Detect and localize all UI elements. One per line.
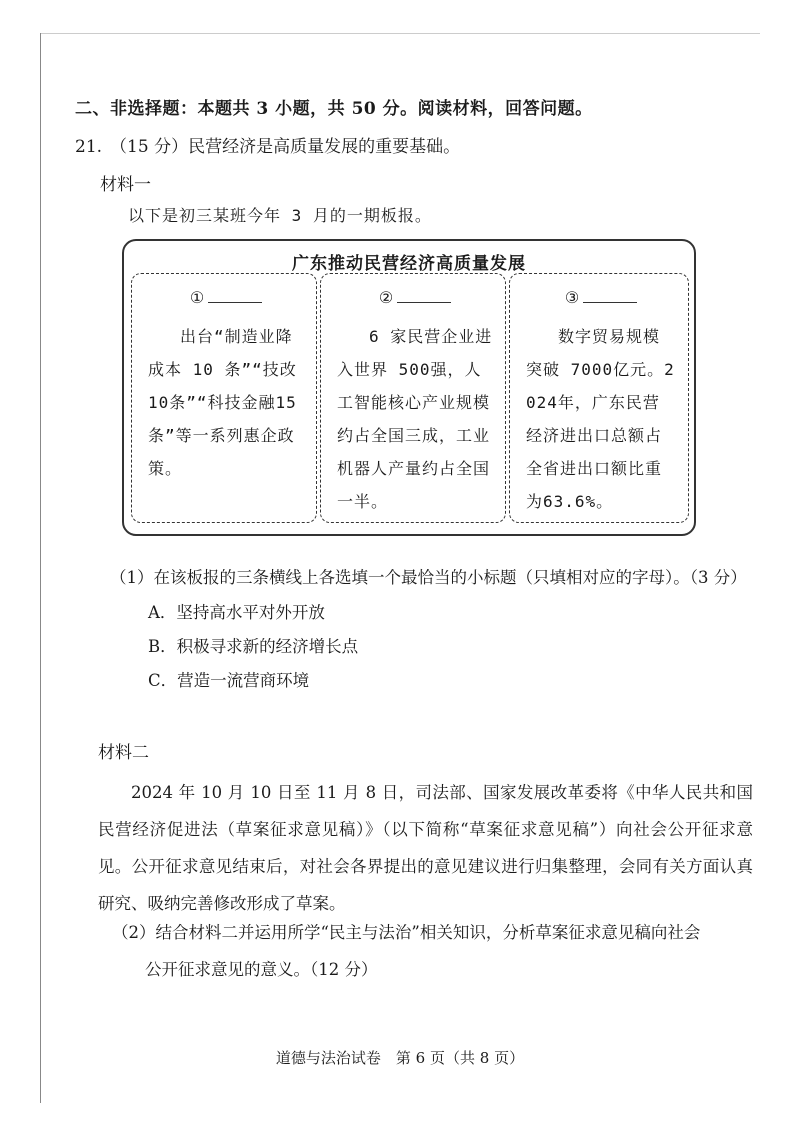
section-heading: 二、非选择题：本题共 3 小题，共 50 分。阅读材料，回答问题。 bbox=[75, 99, 593, 119]
page-top-rule bbox=[40, 33, 760, 34]
panel-2-marker: ② bbox=[378, 288, 394, 307]
material-2-label: 材料二 bbox=[98, 743, 149, 763]
material-1-intro: 以下是初三某班今年 3 月的一期板报。 bbox=[128, 206, 432, 225]
page-footer: 道德与法治试卷 第 6 页（共 8 页） bbox=[275, 1049, 525, 1067]
option-b: B．积极寻求新的经济增长点 bbox=[148, 637, 359, 656]
option-a: A．坚持高水平对外开放 bbox=[148, 603, 325, 622]
panel-1-heading bbox=[148, 288, 304, 308]
blackboard-newspaper bbox=[122, 239, 696, 536]
panel-3-marker: ③ bbox=[564, 288, 580, 307]
panel-1-marker: ① bbox=[189, 288, 205, 307]
panel-2-text: 6 家民营企业进入世界 500强，人工智能核心产业规模约占全国三成，工业机器人产量约占全国一半。 bbox=[337, 327, 493, 511]
sub-question-2-line-2: 公开征求意见的意义。（12 分） bbox=[145, 960, 378, 979]
panel-3-text: 数字贸易规模突破 7000亿元。2024年，广东民营经济进出口总额占全省进出口额比重为63.6%。 bbox=[526, 327, 675, 511]
panel-3-heading bbox=[526, 288, 676, 308]
panel-2-heading bbox=[337, 288, 493, 308]
material-1-label: 材料一 bbox=[100, 175, 151, 195]
sub-question-1: （1）在该板报的三条横线上各选填一个最恰当的小标题（只填相对应的字母）。（3 分） bbox=[110, 568, 747, 587]
question-number: 21. bbox=[75, 137, 103, 157]
page-left-rule bbox=[40, 33, 41, 1103]
fill-blank-line bbox=[583, 288, 637, 303]
fill-blank-line bbox=[397, 288, 451, 303]
option-c: C．营造一流营商环境 bbox=[148, 671, 310, 690]
board-panel-3 bbox=[509, 273, 689, 523]
question-stem: （15 分）民营经济是高质量发展的重要基础。 bbox=[110, 137, 461, 157]
question-21 bbox=[75, 132, 460, 157]
sub-question-2 bbox=[112, 914, 752, 988]
fill-blank-line bbox=[208, 288, 262, 303]
board-panel-2 bbox=[320, 273, 506, 523]
board-panel-1 bbox=[131, 273, 317, 523]
material-2-text: 2024 年 10 月 10 日至 11 月 8 日，司法部、国家发展改革委将《中华人民共和国民营经济促进法（草案征求意见稿）》（以下简称“草案征求意见稿”）向社会公开征求意见。公开征求意见结束后，对社会各界提出的意见建议进行归集整理，会同有关方面认真研究、吸纳完善修改形成了草案。 bbox=[98, 783, 753, 913]
panel-1-text: 出台“制造业降成本 10 条”“技改 10条”“科技金融15 条”等一系列惠企政策。 bbox=[148, 327, 297, 478]
sub-question-2-line-1: （2）结合材料二并运用所学“民主与法治”相关知识，分析草案征求意见稿向社会 bbox=[112, 923, 701, 942]
board-title: 广东推动民营经济高质量发展 bbox=[292, 254, 526, 274]
